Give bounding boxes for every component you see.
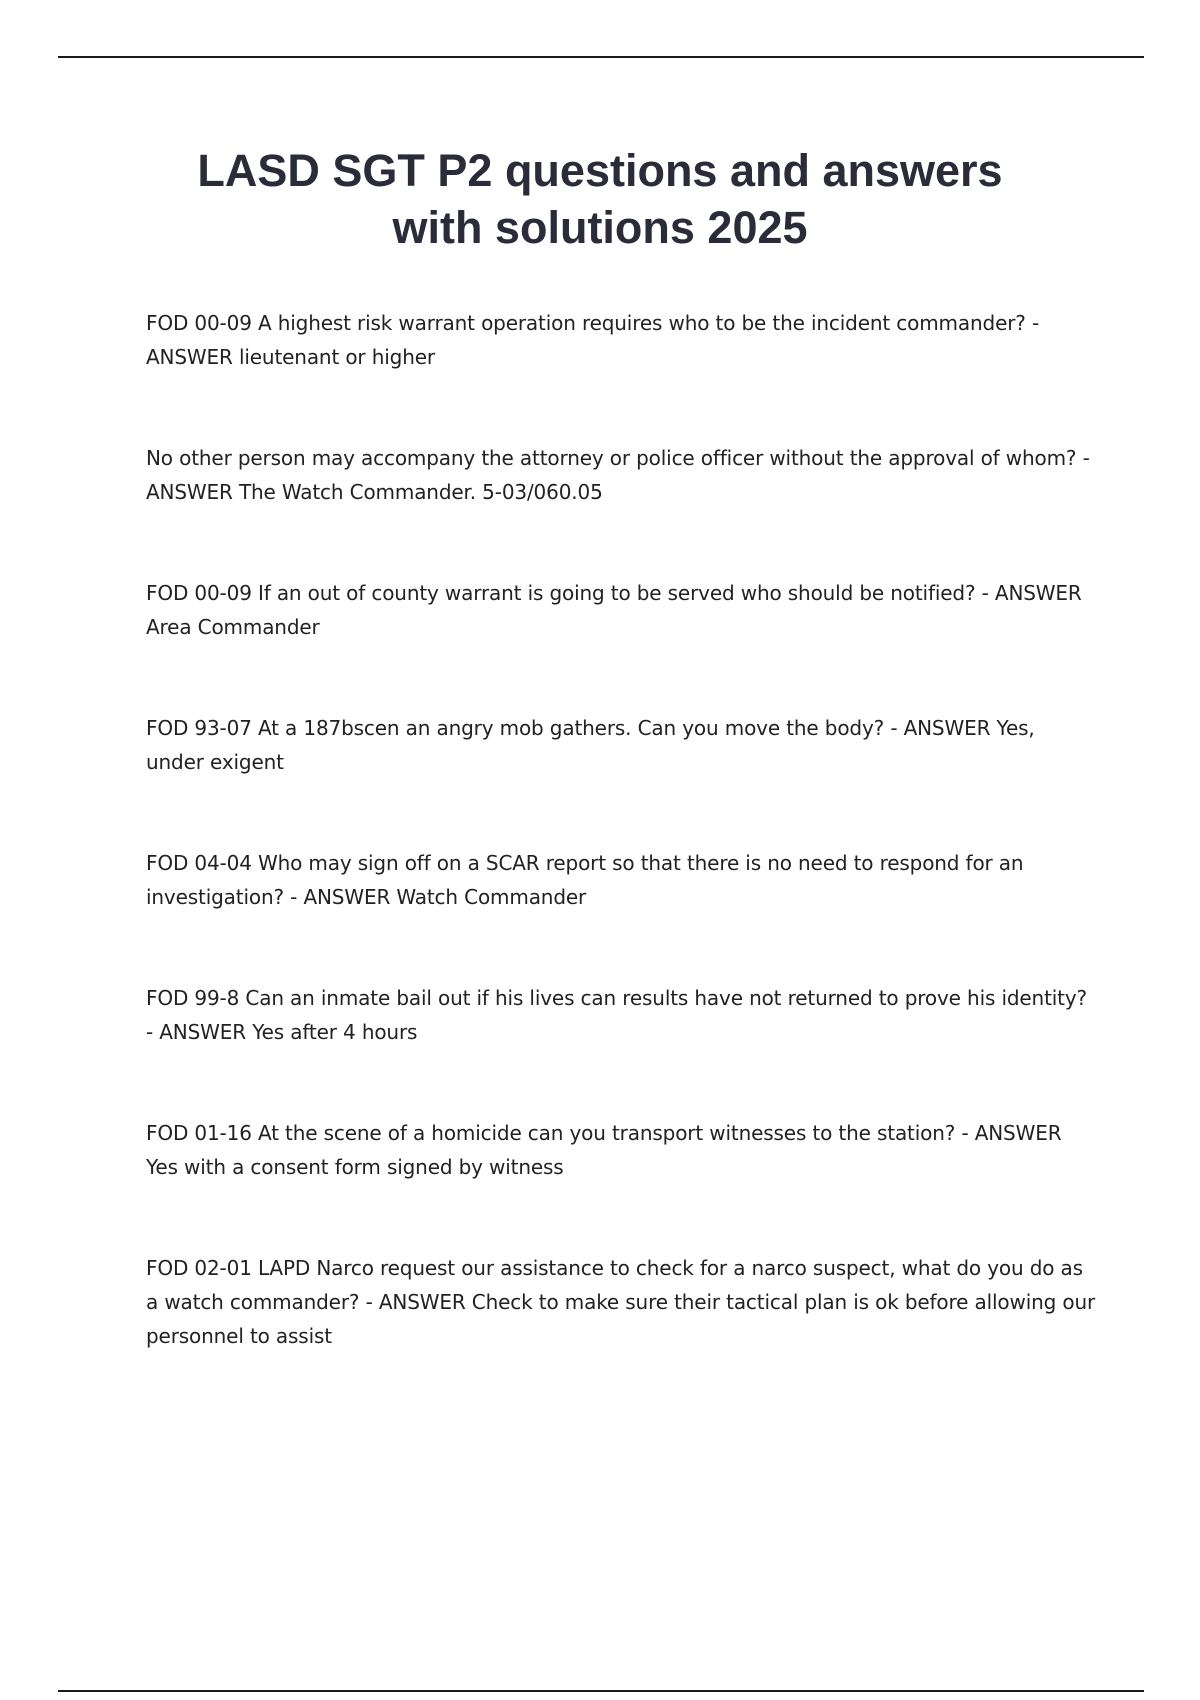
qa-item: FOD 00-09 A highest risk warrant operation requires who to be the incident commander? - ANSWER lieutenant or higher	[146, 311, 1040, 369]
title-line-2: with solutions 2025	[392, 202, 808, 253]
title-line-1: LASD SGT P2 questions and answers	[197, 145, 1003, 196]
document-title	[100, 142, 1100, 256]
qa-item: FOD 01-16 At the scene of a homicide can you transport witnesses to the station? - ANSWER Yes with a consent form signed by witness	[146, 1121, 1062, 1179]
qa-item: FOD 04-04 Who may sign off on a SCAR report so that there is no need to respond for an investigation? - ANSWER Watch Commander	[146, 851, 1024, 909]
qa-list	[146, 306, 1096, 1386]
qa-item: FOD 93-07 At a 187bscen an angry mob gathers. Can you move the body? - ANSWER Yes, under exigent	[146, 716, 1035, 774]
qa-item: FOD 99-8 Can an inmate bail out if his lives can results have not returned to prove his identity? - ANSWER Yes after 4 hours	[146, 986, 1088, 1044]
qa-item: No other person may accompany the attorney or police officer without the approval of whom? - ANSWER The Watch Commander. 5-03/060.05	[146, 446, 1090, 504]
bottom-divider	[58, 1690, 1144, 1692]
qa-item: FOD 00-09 If an out of county warrant is going to be served who should be notified? - ANSWER Area Commander	[146, 581, 1082, 639]
qa-item: FOD 02-01 LAPD Narco request our assistance to check for a narco suspect, what do you do as a watch commander? - ANSWER Check to make sure their tactical plan is ok before allowing our personnel to assist	[146, 1256, 1096, 1348]
top-divider	[58, 56, 1144, 58]
